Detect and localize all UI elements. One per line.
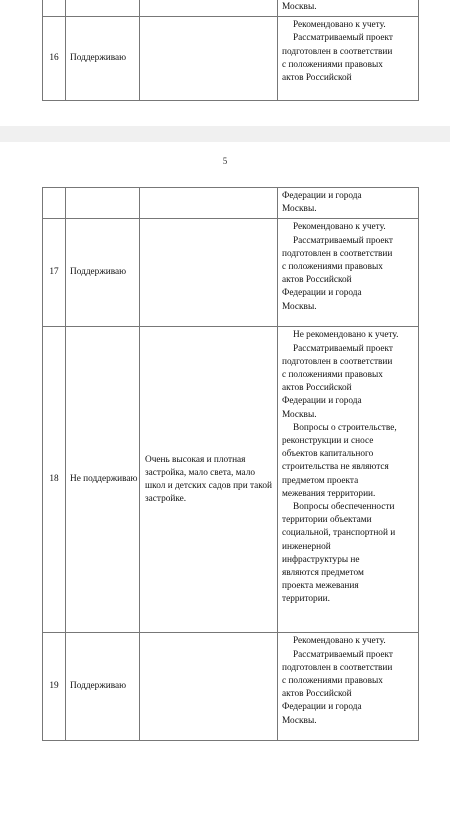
response-line: Рекомендовано к учету. [293, 222, 386, 233]
position-cell: Поддерживаю [66, 17, 140, 101]
row-number-cell [43, 188, 66, 219]
comment-cell [140, 633, 278, 741]
response-line: Рассматриваемый проект [293, 343, 393, 354]
response-line: Федерации и города [282, 396, 362, 407]
table-row [43, 219, 419, 327]
page-number: 5 [222, 156, 228, 166]
response-line: инфраструктуры не [282, 554, 360, 565]
response-line: инженерной [282, 541, 331, 552]
response-line: Рекомендовано к учету. [293, 20, 386, 31]
response-cell [278, 17, 419, 101]
response-line: с положениями правовых [282, 262, 383, 273]
response-line: территории объектами [282, 515, 372, 526]
comment-cell [140, 188, 278, 219]
comment-cell [140, 17, 278, 101]
response-line: Рекомендовано к учету. [293, 636, 386, 647]
response-line: Москвы. [282, 715, 317, 726]
comments-table [42, 0, 419, 101]
row-number-cell: 19 [43, 633, 66, 741]
response-line: актов Российской [282, 383, 352, 394]
table-row [43, 188, 419, 219]
response-cell [278, 0, 419, 17]
comment-cell [140, 219, 278, 327]
response-line: межевания территории. [282, 488, 376, 499]
response-line: Вопросы о строительстве, [293, 422, 397, 433]
row-number-cell [43, 0, 66, 17]
response-line: реконструкции и сносе [282, 436, 374, 447]
response-line: Москвы. [282, 2, 317, 12]
response-line: Москвы. [282, 204, 317, 215]
page-previous [0, 0, 450, 126]
response-line: территории. [282, 594, 330, 605]
table-row [43, 0, 419, 17]
response-cell [278, 633, 419, 741]
response-line: Рассматриваемый проект [293, 649, 393, 660]
response-line: Рассматриваемый проект [293, 235, 393, 246]
response-line: Федерации и города [282, 191, 362, 201]
comment-cell [140, 0, 278, 17]
response-cell [278, 327, 419, 633]
response-line: актов Российской [282, 689, 352, 700]
position-cell [66, 0, 140, 17]
row-number-cell: 16 [43, 17, 66, 101]
row-number-cell: 18 [43, 327, 66, 633]
response-line: социальной, транспортной и [282, 528, 396, 539]
page-5 [0, 142, 450, 822]
response-line: подготовлен в соответствии [282, 248, 393, 259]
position-cell: Поддерживаю [66, 219, 140, 327]
response-line: с положениями правовых [282, 676, 383, 687]
response-line: подготовлен в соответствии [282, 662, 393, 673]
response-line: с положениями правовых [282, 370, 383, 381]
response-cell [278, 188, 419, 219]
response-line: актов Российской [282, 275, 352, 286]
position-cell: Не поддерживаю [66, 327, 140, 633]
response-line: подготовлен в соответствии [282, 356, 393, 367]
response-line: Рассматриваемый проект [293, 33, 393, 44]
response-line: Федерации и города [282, 288, 362, 299]
response-line: объектов капитального [282, 449, 374, 460]
position-cell [66, 188, 140, 219]
response-line: Вопросы обеспеченности [293, 502, 395, 513]
table-row [43, 327, 419, 633]
response-line: Федерации и города [282, 702, 362, 713]
comment-cell: Очень высокая и плотная застройка, мало света, мало школ и детских садов при такой застройке. [140, 327, 278, 633]
comments-table [42, 187, 419, 741]
response-line: строительства не являются [282, 462, 389, 473]
response-line: предметом проекта [282, 475, 359, 486]
response-line: подготовлен в соответствии [282, 46, 393, 57]
response-line: проекта межевания [282, 581, 359, 592]
response-line: актов Российской [282, 73, 352, 84]
position-cell: Поддерживаю [66, 633, 140, 741]
response-line: Москвы. [282, 409, 317, 420]
response-line: с положениями правовых [282, 59, 383, 70]
table-row [43, 17, 419, 101]
response-line: являются предметом [282, 568, 364, 579]
row-number-cell: 17 [43, 219, 66, 327]
response-cell [278, 219, 419, 327]
response-line: Не рекомендовано к учету. [293, 330, 399, 341]
table-row [43, 633, 419, 741]
response-line: Москвы. [282, 301, 317, 312]
